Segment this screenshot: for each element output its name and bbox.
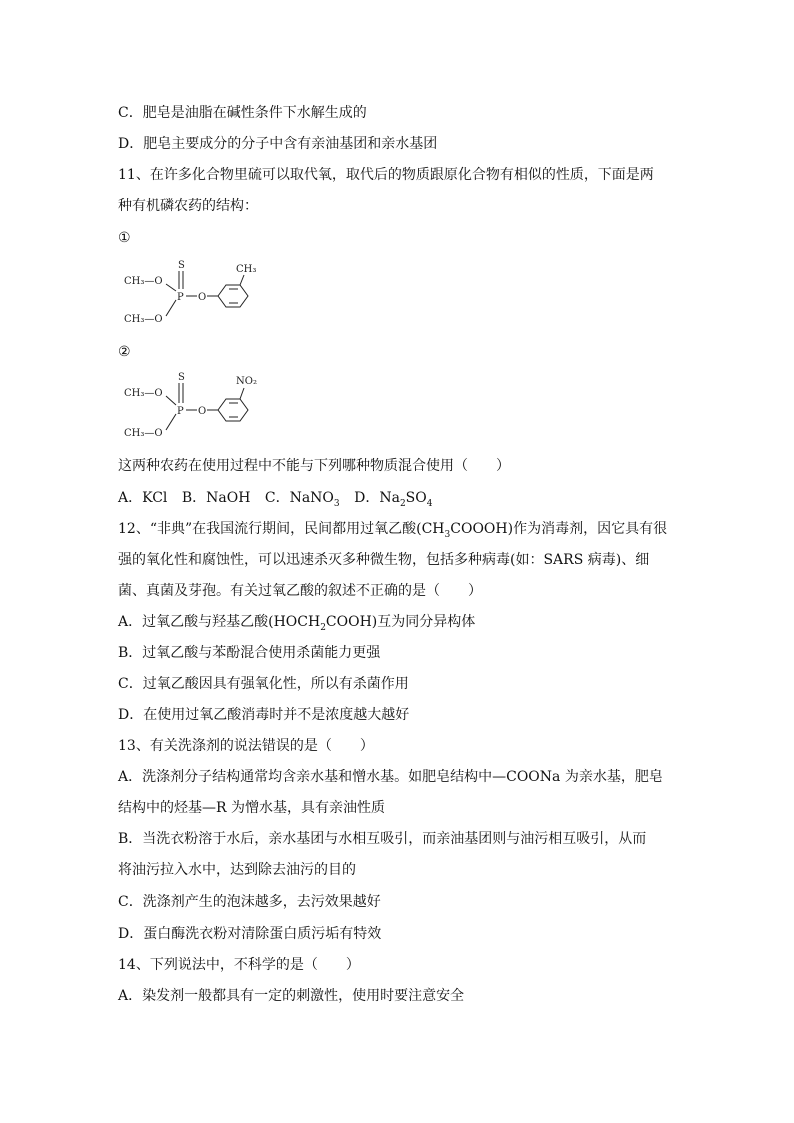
struct2-p: P <box>177 406 184 417</box>
struct2-s: S <box>178 372 185 383</box>
q11-option-a: A．KCl <box>118 490 168 506</box>
question-14: 14、下列说法中，不科学的是（ ） <box>118 957 360 973</box>
q14-option-a: A．染发剂一般都具有一定的刺激性，使用时要注意安全 <box>118 988 465 1004</box>
question-12-line2: 强的氧化性和腐蚀性，可以迅速杀灭多种微生物，包括多种病毒(如：SARS 病毒)、细 <box>118 552 650 568</box>
structure-2-diagram <box>118 370 278 440</box>
structure-1-marker: ① <box>118 230 131 246</box>
question-12-line3: 菌、真菌及芽孢。有关过氧乙酸的叙述不正确的是（ ） <box>118 583 482 599</box>
question-11-line1: 11、在许多化合物里硫可以取代氧，取代后的物质跟原化合物有相似的性质，下面是两 <box>118 167 654 183</box>
question-13: 13、有关洗涤剂的说法错误的是（ ） <box>118 738 374 754</box>
q11-option-b: B．NaOH <box>181 490 251 506</box>
struct1-ch3o-top: CH₃—O <box>124 276 163 287</box>
q11-option-d: D．$Na_2SO_4$ <box>354 490 433 509</box>
q13-option-b-line1: B．当洗衣粉溶于水后，亲水基团与水相互吸引，而亲油基团则与油污相互吸引，从而 <box>118 831 647 847</box>
q13-option-d: D．蛋白酶洗衣粉对清除蛋白质污垢有特效 <box>118 926 382 942</box>
q12-option-c: C．过氧乙酸因具有强氧化性，所以有杀菌作用 <box>118 676 409 692</box>
struct1-p: P <box>177 292 184 303</box>
q13-option-b-line2: 将油污拉入水中，达到除去油污的目的 <box>118 862 356 878</box>
q13-option-a-line1: A．洗涤剂分子结构通常均含亲水基和憎水基。如肥皂结构中—COONa 为亲水基，肥皂 <box>118 769 663 785</box>
q11-option-c: C．NaNO$_3$ <box>264 490 340 509</box>
question-11-line2: 种有机磷农药的结构： <box>118 198 258 214</box>
q12-option-a: A．过氧乙酸与羟基乙酸$(HOCH_2COOH)$互为同分异构体 <box>118 614 476 633</box>
struct2-ch3o-bottom: CH₃—O <box>124 428 163 439</box>
option-c-q10: C．肥皂是油脂在碱性条件下水解生成的 <box>118 105 367 121</box>
q12-option-d: D．在使用过氧乙酸消毒时并不是浓度越大越好 <box>118 707 410 723</box>
structure-1-diagram <box>118 258 278 328</box>
q13-option-c: C．洗涤剂产生的泡沫越多，去污效果越好 <box>118 894 381 910</box>
question-11-stem: 这两种农药在使用过程中不能与下列哪种物质混合使用（ ） <box>118 458 510 474</box>
q13-option-a-line2: 结构中的烃基—R 为憎水基，具有亲油性质 <box>118 800 385 816</box>
struct2-o: O <box>198 406 207 417</box>
structure-2-marker: ② <box>118 344 131 360</box>
struct2-substituent: NO₂ <box>236 376 257 387</box>
struct1-s: S <box>178 260 185 271</box>
q12-option-b: B．过氧乙酸与苯酚混合使用杀菌能力更强 <box>118 645 381 661</box>
struct2-ch3o-top: CH₃—O <box>124 388 163 399</box>
question-12-line1: 12、“非典”在我国流行期间，民间都用过氧乙酸$(CH_3COOOH)$作为消毒剂，因它具有很 <box>118 521 668 540</box>
struct1-substituent: CH₃ <box>236 264 257 275</box>
struct1-o: O <box>198 292 207 303</box>
struct1-ch3o-bottom: CH₃—O <box>124 314 163 325</box>
question-11-options <box>118 489 432 507</box>
option-d-q10: D．肥皂主要成分的分子中含有亲油基团和亲水基团 <box>118 136 438 152</box>
